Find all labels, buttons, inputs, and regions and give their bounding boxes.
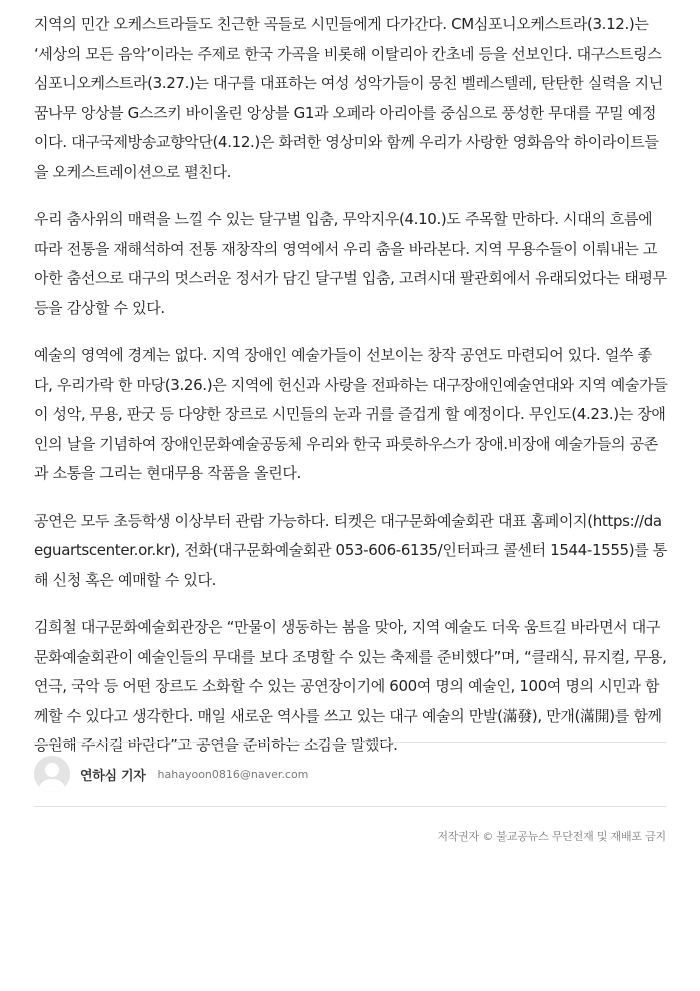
article-body: [34, 10, 670, 779]
article-paragraph: 우리 춤사위의 매력을 느낄 수 있는 달구벌 입춤, 무악지우(4.10.)도 주목할 만하다. 시대의 흐름에 따라 전통을 재해석하여 전통 재창작의 영역에서 우리 춤을 바라본다. 지역 무용수들이 이뤄내는 고아한 춤선으로 대구의 멋스러운 정서가 담긴 달구벌 입춤, 고려시대 팔관회에서 유래되었다는 태평무 등을 감상할 수 있다.: [34, 210, 667, 317]
article-paragraph: 공연은 모두 초등학생 이상부터 관람 가능하다. 티켓은 대구문화예술회관 대표 홈페이지(https://daeguartscenter.or.kr), 전화(대구문화예술회관 053-606-6135/인터파크 콜센터 1544-1555)를 통해 신청 혹은 예매할 수 있다.: [34, 511, 667, 589]
author-byline: [34, 756, 308, 792]
author-email[interactable]: hahayoon0816@naver.com: [157, 767, 309, 781]
article-paragraph: 김희철 대구문화예술회관장은 “만물이 생동하는 봄을 맞아, 지역 예술도 더욱 움트길 바라면서 대구문화예술회관이 예술인들의 무대를 보다 조명할 수 있는 축제를 준비했다”며, “클래식, 뮤지컬, 무용, 연극, 국악 등 어떤 장르도 소화할 수 있는 공연장이기에 600여 명의 예술인, 100여 명의 시민과 함께할 수 있다고 생각한다. 매일 새로운 역사를 쓰고 있는 대구 예술의 만발(滿發), 만개(滿開)를 함께 응원해 주시길 바란다”고 공연을 준비하는 소감을 말했다.: [34, 618, 667, 754]
article-paragraph: 예술의 영역에 경계는 없다. 지역 장애인 예술가들이 선보이는 창작 공연도 마련되어 있다. 얼쑤 좋다, 우리가락 한 마당(3.26.)은 지역에 헌신과 사랑을 전파하는 대구장애인예술연대와 지역 예술가들이 성악, 무용, 판굿 등 다양한 장르로 시민들의 눈과 귀를 즐겁게 할 예정이다. 무인도(4.23.)는 장애인의 날을 기념하여 장애인문화예술공동체 우리와 한국 파릇하우스가 장애.비장애 예술가들의 공존과 소통을 그리는 현대무용 작품을 올린다.: [34, 346, 668, 482]
article-paragraph: 지역의 민간 오케스트라들도 친근한 곡들로 시민들에게 다가간다. CM심포니오케스트라(3.12.)는 ‘세상의 모든 음악’이라는 주제로 한국 가곡을 비롯해 이탈리아 칸초네 등을 선보인다. 대구스트링스심포니오케스트라(3.27.)는 대구를 대표하는 여성 성악가들이 뭉친 벨레스텔레, 탄탄한 실력을 지닌 꿈나무 앙상블 G스즈키 바이올린 앙상블 G1과 오페라 아리아를 중심으로 풍성한 무대를 꾸밀 예정이다. 대구국제방송교향악단(4.12.)은 화려한 영상미와 함께 우리가 사랑한 영화음악 하이라이트들을 오케스트레이션으로 펼친다.: [34, 15, 663, 181]
user-silhouette-icon: [34, 756, 70, 792]
author-name[interactable]: 연하심 기자: [80, 768, 146, 784]
byline-bottom-divider: [34, 806, 666, 807]
author-avatar[interactable]: [34, 756, 70, 792]
copyright-notice: 저작권자 © 불교공뉴스 무단전재 및 재배포 금지: [437, 830, 666, 843]
byline-top-divider: [34, 742, 666, 743]
